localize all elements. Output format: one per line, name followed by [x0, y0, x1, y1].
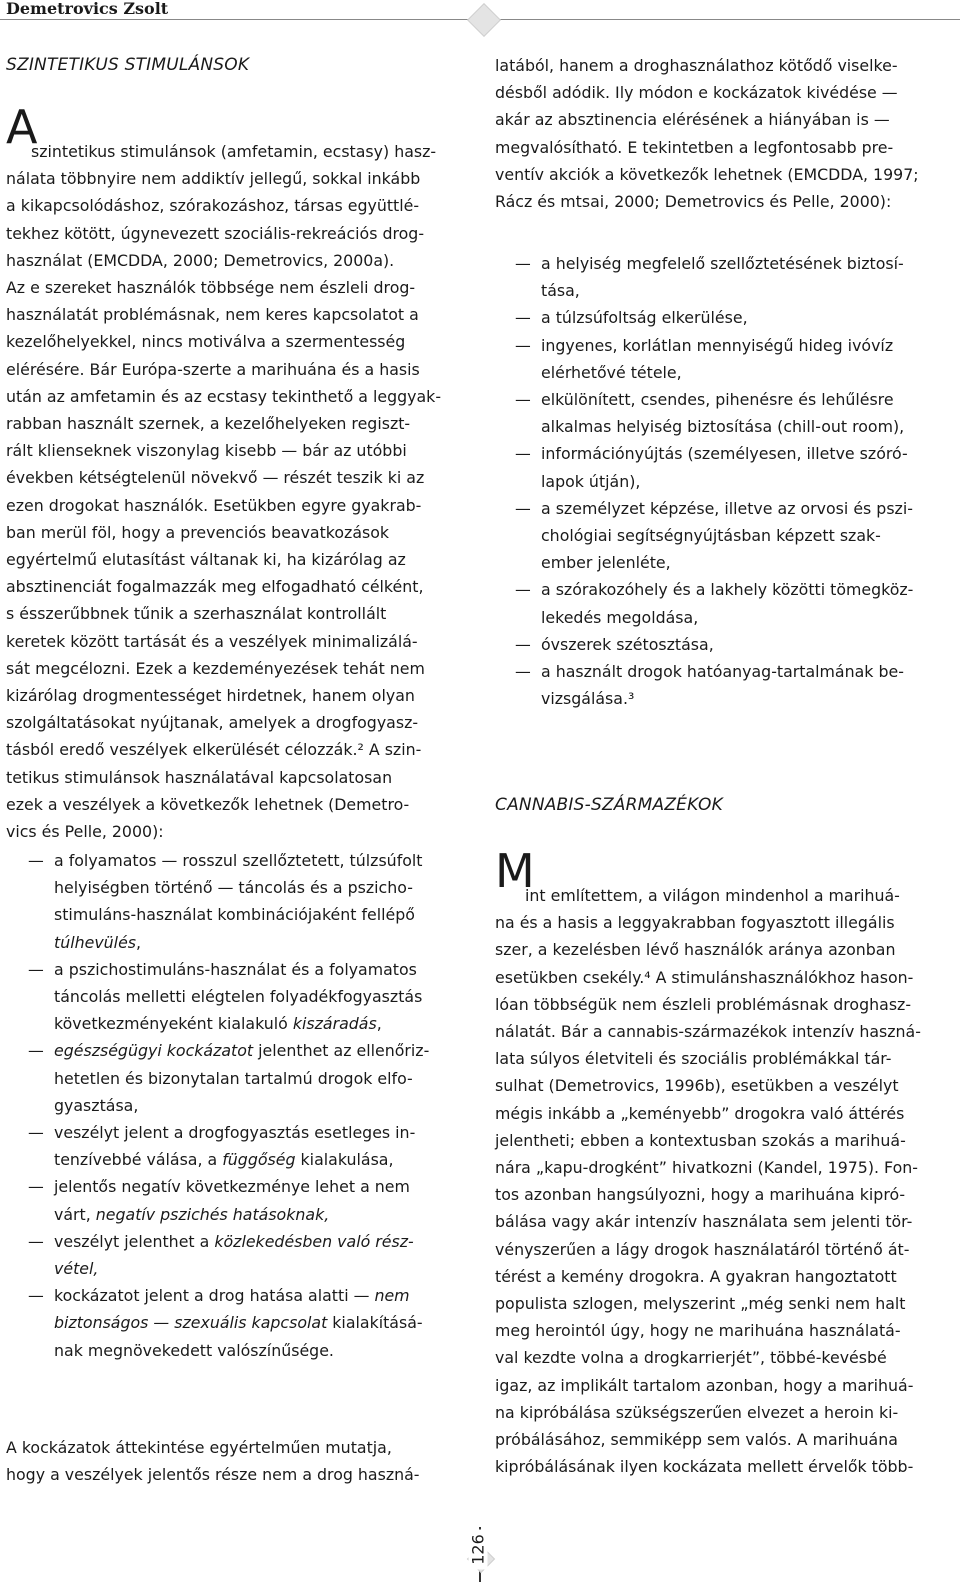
bullet-dash: — [28, 851, 44, 870]
drop-cap-m: M [495, 844, 535, 898]
bullet-line: táncolás melletti elégtelen folyadékfogyasztás [54, 987, 423, 1006]
text-line: ezek a veszélyek a következők lehetnek (Demetro- [6, 794, 410, 814]
bullet-line: elérhetővé tétele, [541, 362, 682, 382]
text-line: keretek között tartását és a veszélyek minimalizálá- [6, 631, 418, 651]
bullet-line: tása, [541, 281, 580, 301]
text-line: elérésére. Bár Európa-szerte a marihuána és a hasis [6, 359, 420, 379]
bullet-dash: — [515, 308, 531, 328]
bullet-line: ember jelenléte, [541, 553, 671, 573]
bullet-dash: — [515, 390, 531, 409]
text-line: nálatát. Bár a cannabis-származékok intenzív haszná- [495, 1022, 921, 1041]
text-line: lata súlyos életviteli és szociális problémákkal tár- [495, 1049, 892, 1069]
bullet-dash: — [28, 959, 44, 979]
bullet-dash: — [28, 1231, 44, 1251]
text-line: esetükben csekély.⁴ A stimulánshasználókhoz hason- [495, 967, 914, 987]
text-line: akár az absztinencia elérésének a hiányában is — [495, 110, 890, 130]
text-line: lóan többségük nem észleli problémásnak droghasz- [495, 994, 912, 1014]
bullet-line: chológiai segítségnyújtásban képzett szak- [541, 526, 881, 545]
drop-cap: A [6, 100, 38, 154]
bullet-line: stimuláns-használat kombinációjaként fellépő [54, 905, 415, 925]
bullet-line: a szórakozóhely és a lakhely közötti tömegköz- [541, 580, 914, 600]
bullet-line: gyasztása, [54, 1095, 139, 1115]
text-line: mégis inkább a „keményebb” drogokra való áttérés [495, 1103, 905, 1123]
bullet-dash: — [28, 1177, 44, 1197]
text-line: kipróbálásának ilyen kockázata mellett érvelők több- [495, 1457, 914, 1477]
text-line: populista szlogen, melyszerint „még senki nem halt [495, 1294, 906, 1313]
bullet-line: veszélyt jelent a drogfogyasztás esetleges in- [54, 1123, 416, 1142]
bullet-line: várt, negatív pszichés hatásoknak, [54, 1204, 330, 1224]
bullet-line: biztonságos — szexuális kapcsolat kialakításá- [54, 1313, 423, 1333]
bullet-line: alkalmas helyiség biztosítása (chill-out room), [541, 417, 905, 437]
text-line: sulhat (Demetrovics, 1996b), esetükben a veszélyt [495, 1076, 899, 1096]
text-line: na kipróbálása szükségszerűen elvezet a heroin ki- [495, 1402, 899, 1422]
bullet-dash: — [28, 1041, 44, 1061]
text-line: ventív akciók a következők lehetnek (EMCDDA, 1997; [495, 164, 919, 184]
bullet-line: veszélyt jelenthet a közlekedésben való rész- [54, 1231, 414, 1251]
text-line: használat (EMCDDA, 2000; Demetrovics, 2000a). [6, 250, 395, 270]
text-line: próbálásához, semmiképp sem valós. A marihuána [495, 1430, 898, 1449]
text-line: szintetikus stimulánsok (amfetamin, ecstasy) hasz- [31, 142, 437, 161]
text-line: tos azonban hangsúlyozni, hogy a marihuána kipró- [495, 1185, 906, 1205]
bullet-line: a használt drogok hatóanyag-tartalmának be- [541, 662, 904, 681]
section-heading-stimulants: SZINTETIKUS STIMULÁNSOK [6, 55, 250, 75]
bullet-line: lekedés megoldása, [541, 607, 699, 627]
text-line: rabban használt szernek, a kezelőhelyeken regiszt- [6, 414, 411, 433]
bullet-line: hetetlen és bizonytalan tartalmú drogok elfo- [54, 1068, 413, 1088]
text-line: tásból eredő veszélyek elkerülését célozzák.² A szin- [6, 740, 422, 760]
text-line: években kétségtelenül növekvő — részét teszik ki az [6, 468, 425, 488]
text-line: hogy a veszélyek jelentős része nem a drog haszná- [6, 1465, 420, 1485]
text-line: szer, a kezelésben lévő használók aránya azonban [495, 940, 896, 960]
bullet-dash: — [515, 254, 531, 273]
bullet-dash: — [515, 662, 531, 681]
text-line: térést a kemény drogokra. A gyakran hangoztatott [495, 1266, 897, 1286]
text-line: Rácz és mtsai, 2000; Demetrovics és Pelle, 2000): [495, 192, 892, 211]
bullet-line: a helyiség megfelelő szellőztetésének biztosí- [541, 254, 904, 273]
text-line: nálata többnyire nem addiktív jellegű, sokkal inkább [6, 169, 421, 189]
text-line: egyértelmű elutasítást váltanak ki, ha kizárólag az [6, 550, 406, 569]
bullet-line: a személyzet képzése, illetve az orvosi és pszi- [541, 498, 913, 518]
bullet-line: túlhevülés, [54, 932, 142, 952]
bullet-line: kockázatot jelent a drog hatása alatti — nem [54, 1286, 410, 1306]
bullet-line: lapok útján), [541, 471, 641, 491]
running-head-author: Demetrovics Zsolt [6, 0, 172, 18]
text-line: a kikapcsolódáshoz, szórakozáshoz, társas együttlé- [6, 196, 420, 216]
bullet-line: egészségügyi kockázatot jelenthet az ellenőriz- [54, 1041, 430, 1061]
text-line: tekhez kötött, úgynevezett szociális-rekreációs drog- [6, 223, 425, 243]
bullet-line: információnyújtás (személyesen, illetve szóró- [541, 444, 908, 464]
text-line: vics és Pelle, 2000): [6, 822, 164, 841]
bullet-line: a folyamatos — rosszul szellőztetett, túlzsúfolt [54, 851, 423, 870]
bullet-line: nak megnövekedett valószínűsége. [54, 1340, 334, 1360]
text-line: int említettem, a világon mindenhol a marihuá- [525, 886, 900, 905]
text-line: ezen drogokat használók. Esetükben egyre gyakrab- [6, 495, 422, 515]
bullet-line: helyiségben történő — táncolás és a pszicho- [54, 878, 413, 898]
section-heading-cannabis: CANNABIS-SZÁRMAZÉKOK [495, 795, 723, 815]
bullet-dash: — [28, 1123, 44, 1142]
bullet-line: következményeként kialakuló kiszáradás, [54, 1014, 382, 1034]
text-line: bálása vagy akár intenzív használata sem jelenti tör- [495, 1212, 913, 1232]
bullet-dash: — [515, 444, 531, 464]
text-line: meg herointól úgy, hogy ne marihuána használatá- [495, 1321, 901, 1341]
text-line: Az e szereket használók többsége nem észleli drog- [6, 278, 416, 297]
text-line: használatát problémásnak, nem keres kapcsolatot a [6, 305, 419, 325]
bullet-dash: — [28, 1286, 44, 1306]
bullet-line: vétel, [54, 1259, 99, 1278]
text-line: szolgáltatásokat nyújtanak, amelyek a drogfogyasz- [6, 713, 419, 733]
text-line: kizárólag drogmentességet hirdetnek, hanem olyan [6, 686, 415, 705]
text-line: ban merül föl, hogy a prevenciós beavatkozások [6, 522, 390, 542]
text-line: désből adódik. Ily módon e kockázatok kivédése — [495, 83, 898, 103]
text-line: sát megcélozni. Ezek a kezdeményezések tehát nem [6, 658, 425, 678]
page-number: 126 [469, 1530, 488, 1570]
text-line: absztinenciát fogalmazzák meg elfogadható célként, [6, 577, 424, 597]
bullet-line: ingyenes, korlátlan mennyiségű hideg ivóvíz [541, 335, 894, 355]
text-line: vényszerűen a lágy drogok használatáról történő át- [495, 1239, 910, 1259]
text-line: kezelőhelyekkel, nincs motiválva a szermentesség [6, 332, 406, 352]
bullet-line: a pszichostimuláns-használat és a folyamatos [54, 959, 417, 979]
text-line: jelentheti; ebben a kontextusban szokás a marihuá- [495, 1130, 906, 1150]
text-line: A kockázatok áttekintése egyértelműen mutatja, [6, 1438, 392, 1457]
text-line: val kezdte volna a drogkarrierjét”, többé-kevésbé [495, 1348, 887, 1368]
bullet-dash: — [515, 634, 531, 654]
text-line: rált klienseknek viszonylag kisebb — bár az utóbbi [6, 441, 407, 461]
text-line: latából, hanem a droghasználathoz kötődő viselke- [495, 56, 898, 75]
text-line: igaz, az implikált tartalom azonban, hogy a marihuá- [495, 1375, 914, 1395]
diamond-ornament-top [467, 3, 501, 37]
bullet-line: tenzívebbé válása, a függőség kialakulása, [54, 1150, 394, 1170]
bullet-dash: — [515, 580, 531, 600]
text-line: s ésszerűbbnek tűnik a szerhasználat kontrollált [6, 604, 387, 624]
text-line: után az amfetamin és az ecstasy tekinthető a leggyak- [6, 386, 442, 406]
bullet-line: óvszerek szétosztása, [541, 634, 714, 654]
bullet-line: elkülönített, csendes, pihenésre és lehűlésre [541, 390, 894, 409]
bullet-line: a túlzsúfoltság elkerülése, [541, 308, 748, 328]
bullet-dash: — [515, 498, 531, 518]
bullet-dash: — [515, 335, 531, 355]
text-line: megvalósítható. E tekintetben a legfontosabb pre- [495, 137, 894, 157]
bullet-line: vizsgálása.³ [541, 689, 635, 709]
text-line: nára „kapu-drogként” hivatkozni (Kandel, 1975). Fon- [495, 1158, 918, 1177]
text-line: tetikus stimulánsok használatával kapcsolatosan [6, 767, 393, 787]
text-line: na és a hasis a leggyakrabban fogyasztott illegális [495, 913, 895, 933]
page-header [0, 0, 960, 20]
bullet-line: jelentős negatív következménye lehet a nem [54, 1177, 410, 1197]
